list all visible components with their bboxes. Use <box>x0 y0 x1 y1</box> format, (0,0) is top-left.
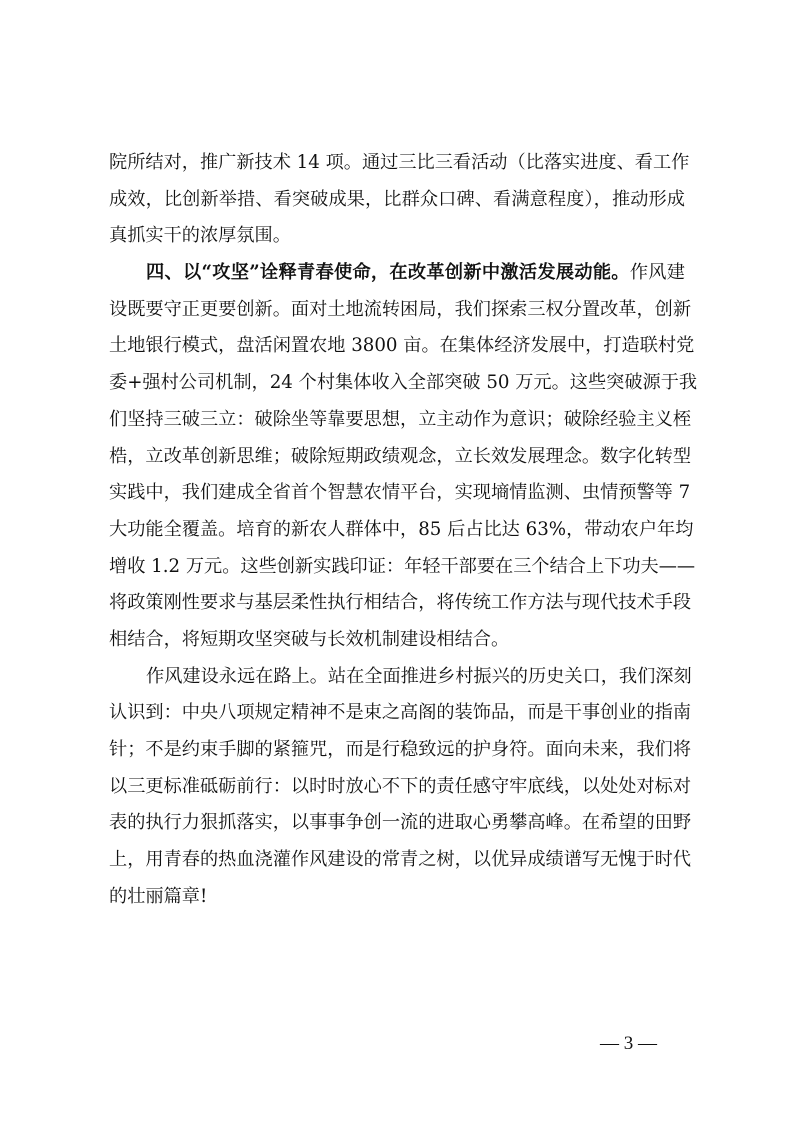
paragraph-2-line-4: 们坚持三破三立：破除坐等靠要思想，立主动作为意识；破除经验主义桎 <box>109 408 692 430</box>
paragraph-2-line-6: 实践中，我们建成全省首个智慧农情平台，实现墒情监测、虫情预警等 7 <box>109 482 691 504</box>
document-body <box>109 145 698 915</box>
paragraph-3-line-1: 认识到：中央八项规定精神不是束之高阁的装饰品，而是干事创业的指南 <box>109 702 692 724</box>
paragraph-1-line-2: 成效，比创新举措、看突破成果，比群众口碑、看满意程度），推动形成 <box>109 188 685 210</box>
paragraph-3-line-4: 表的执行力狠抓落实，以事事争创一流的进取心勇攀高峰。在希望的田野 <box>109 812 692 834</box>
paragraph-2-line-8: 增收 1.2 万元。这些创新实践印证：年轻干部要在三个结合上下功夫—— <box>109 555 696 577</box>
paragraph-2-line-10: 相结合，将短期攻坚突破与长效机制建设相结合。 <box>109 628 510 650</box>
paragraph-2-heading-line <box>109 255 685 292</box>
paragraph-3-line-5: 上，用青春的热血浇灌作风建设的常青之树，以优异成绩谱写无愧于时代 <box>109 849 692 871</box>
paragraph-1-line-1: 院所结对，推广新技术 14 项。通过三比三看活动（比落实进度、看工作 <box>109 152 690 173</box>
paragraph-2-line-7: 大功能全覆盖。培育的新农人群体中，85 后占比达 63%，带动农户年均 <box>109 518 694 540</box>
paragraph-2-line-2: 土地银行模式，盘活闲置农地 3800 亩。在集体经济发展中，打造联村党 <box>109 335 695 357</box>
section-heading: 四、以“攻坚”诠释青春使命，在改革创新中激活发展动能。 <box>146 262 630 284</box>
paragraph-3-line-3: 以三更标准砥砺前行：以时时放心不下的责任感守牢底线，以处处对标对 <box>109 775 692 797</box>
paragraph-2-line-3: 委+强村公司机制，24 个村集体收入全部突破 50 万元。这些突破源于我 <box>109 372 698 394</box>
paragraph-3-line-2: 针；不是约束手脚的紧箍咒，而是行稳致远的护身符。面向未来，我们将 <box>109 739 692 760</box>
page-number: — 3 — <box>600 1033 657 1054</box>
paragraph-3-line-6: 的壮丽篇章! <box>109 885 208 907</box>
paragraph-2-line-5: 梏，立改革创新思维；破除短期政绩观念，立长效发展理念。数字化转型 <box>109 445 692 467</box>
paragraph-1-line-3: 真抓实干的浓厚氛围。 <box>109 225 291 247</box>
paragraph-2-line-9: 将政策刚性要求与基层柔性执行相结合，将传统工作方法与现代技术手段 <box>109 592 692 614</box>
paragraph-3-first-line: 作风建设永远在路上。站在全面推进乡村振兴的历史关口，我们深刻 <box>146 665 692 687</box>
section-heading-tail: 作风建 <box>629 262 685 284</box>
paragraph-2-line-1: 设既要守正更要创新。面对土地流转困局，我们探索三权分置改革，创新 <box>109 298 692 320</box>
